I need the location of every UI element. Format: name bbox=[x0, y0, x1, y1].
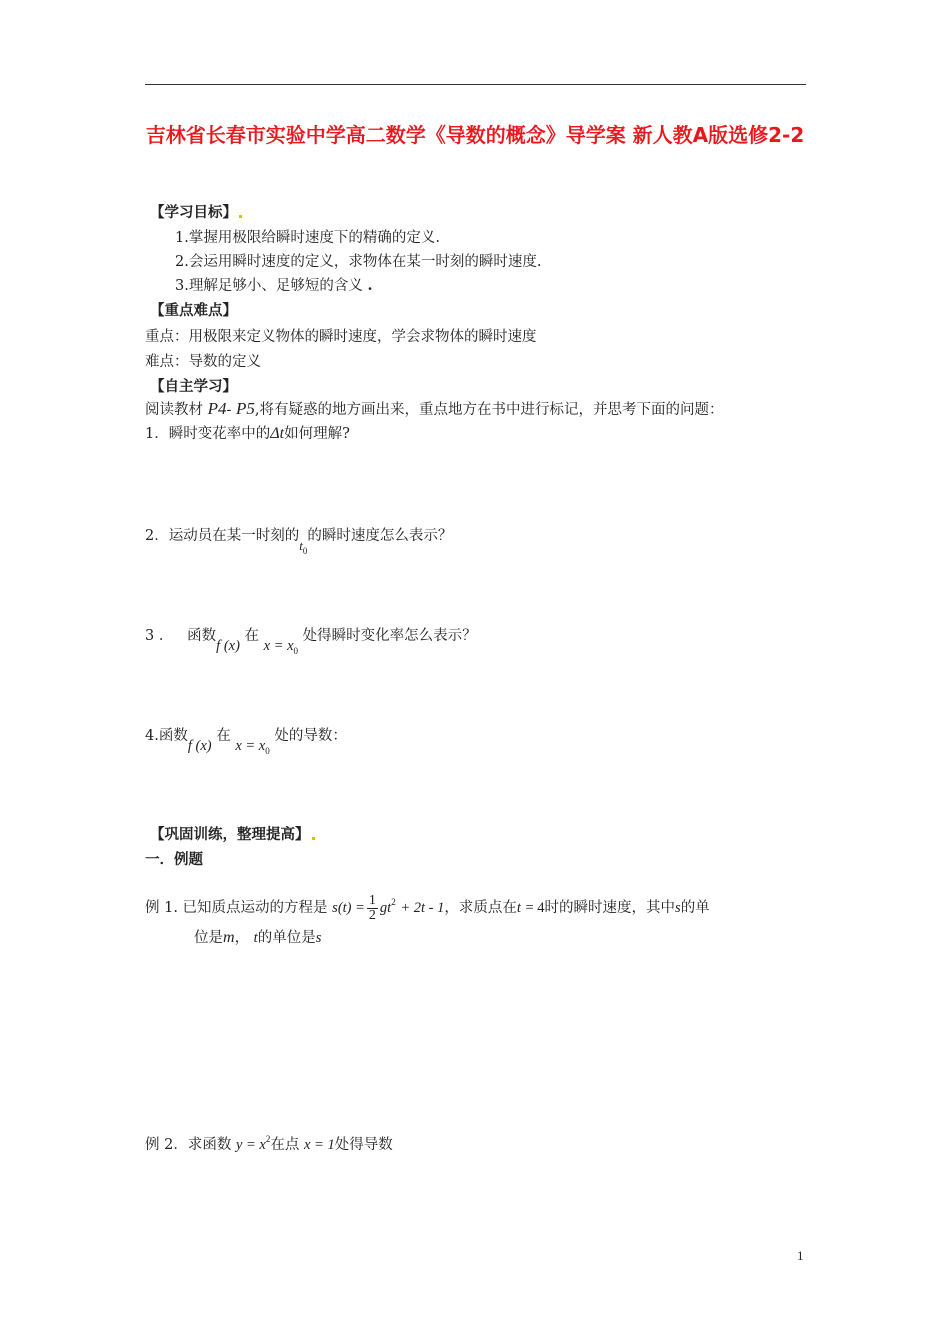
document-title: 吉林省长春市实验中学高二数学《导数的概念》导学案 新人教A版选修2-2 bbox=[145, 123, 805, 147]
goals-heading: 【学习目标】 bbox=[150, 203, 242, 223]
self-study-heading: 【自主学习】 bbox=[150, 379, 237, 395]
question-3: 3 ． 函数f (x) 在 $x = x_0$ 处得瞬时变化率怎么表示？ bbox=[145, 628, 477, 656]
goal-item-2: 2.会运用瞬时速度的定义，求物体在某一时刻的瞬时速度. bbox=[175, 254, 542, 270]
example-1-line-1: 例 1. 已知质点运动的方程是 s(t) = $\frac{1}{2}$ $gt^2 + 2t - 1$，求质点在t = 4时的瞬时速度，其中s的单 bbox=[145, 892, 710, 923]
key-difficult: 难点：导数的定义 bbox=[145, 354, 261, 370]
question-1: 1．瞬时变花率中的Δt如何理解? bbox=[145, 425, 350, 442]
question-4: 4.函数f (x) 在 $x = x_0$ 处的导数： bbox=[145, 728, 347, 756]
example-1-line-2: 位是m， t的单位是s bbox=[194, 929, 322, 946]
key-important: 重点：用极限来定义物体的瞬时速度，学会求物体的瞬时速度 bbox=[145, 329, 537, 345]
goal-item-1: 1.掌握用极限给瞬时速度下的精确的定义. bbox=[175, 230, 440, 246]
practice-heading: 【巩固训练，整理提高】 bbox=[150, 825, 315, 845]
header-rule bbox=[145, 84, 806, 85]
page-number: 1 bbox=[797, 1248, 804, 1263]
question-2: 2．运动员在某一时刻的$t_0$的瞬时速度怎么表示？ bbox=[145, 528, 453, 556]
key-heading: 【重点难点】 bbox=[150, 303, 237, 319]
goal-item-3: 3.理解足够小、足够短的含义 . bbox=[175, 277, 373, 294]
practice-sub-heading: 一．例题 bbox=[145, 852, 203, 868]
example-2: 例 2．求函数 $y = x^2$在点 x = 1处得导数 bbox=[145, 1134, 393, 1153]
self-study-intro: 阅读教材 P4- P5,将有疑惑的地方画出来，重点地方在书中进行标记，并思考下面的问题： bbox=[145, 399, 724, 418]
